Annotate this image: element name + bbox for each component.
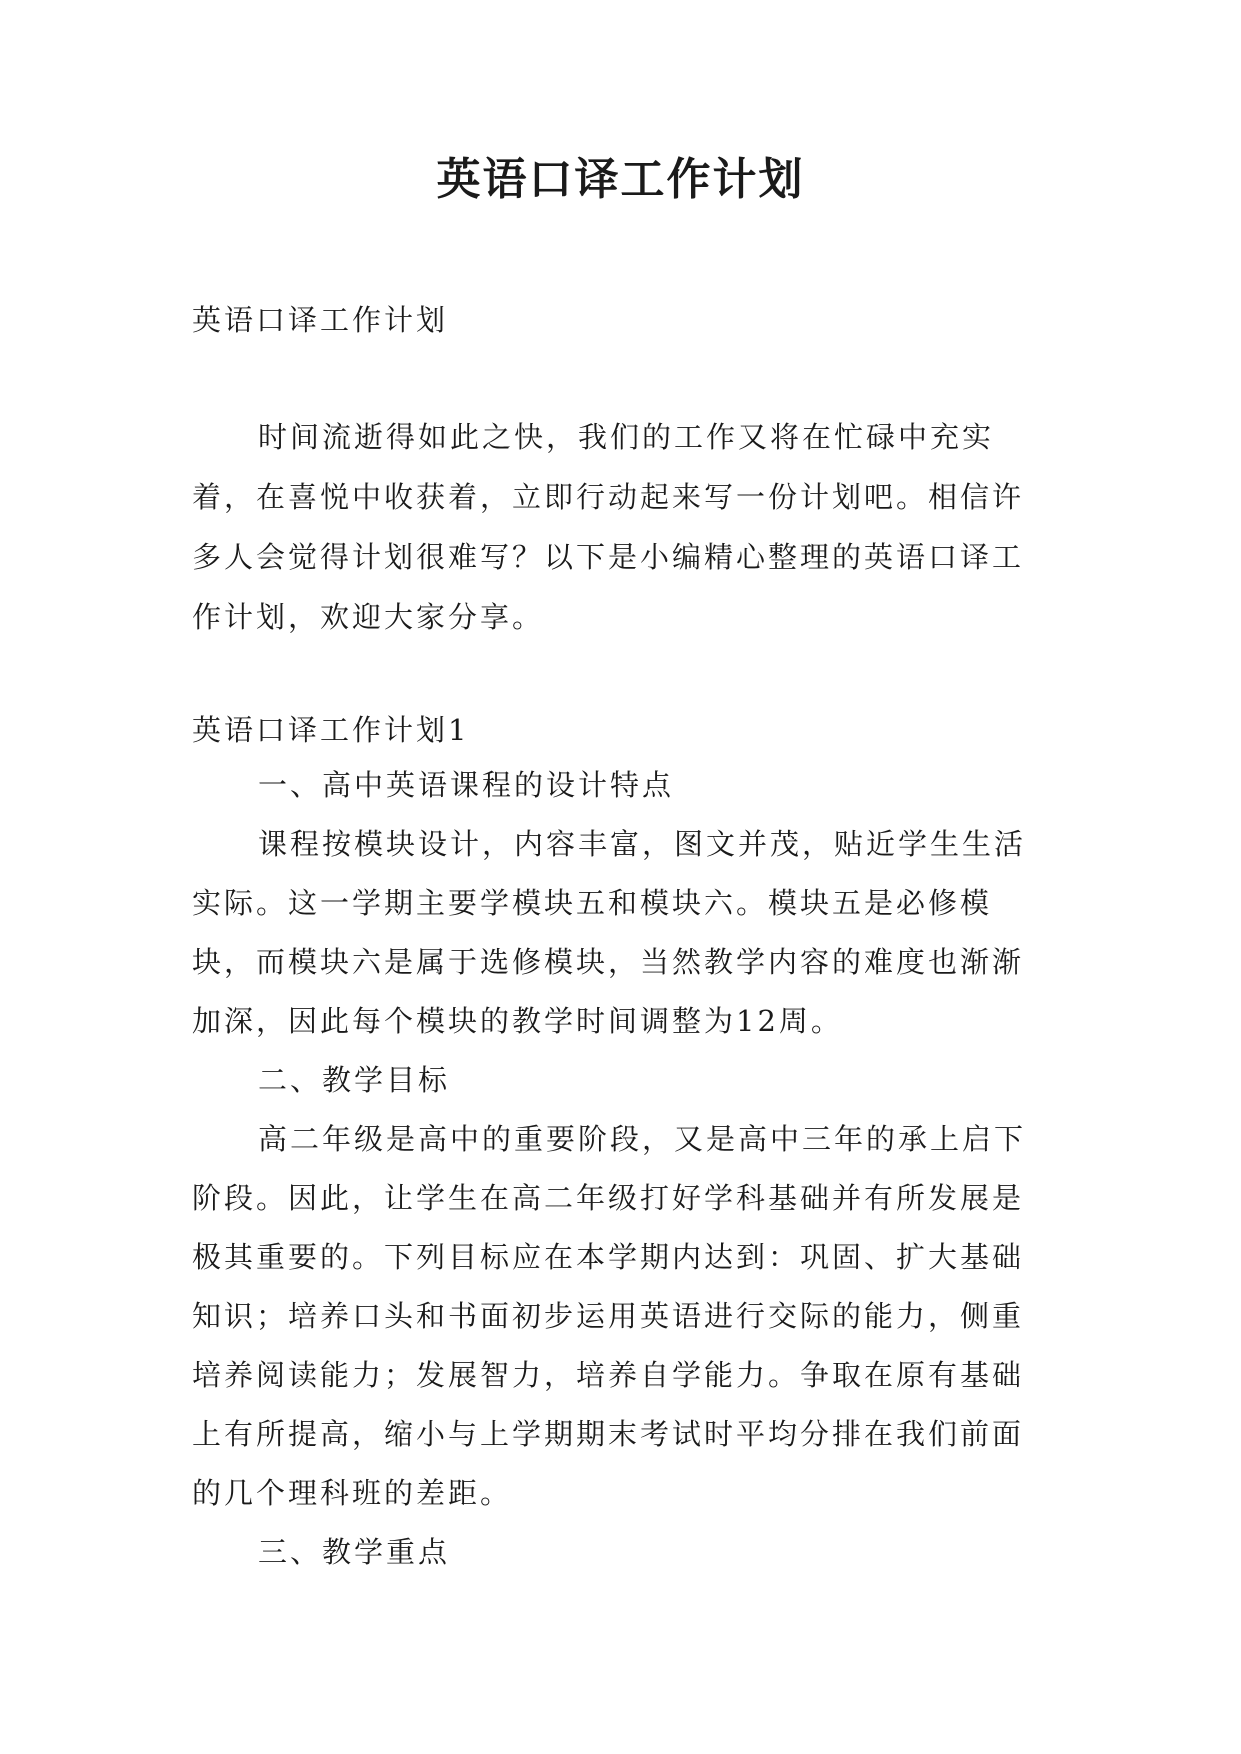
- paragraph-teaching-goals: 高二年级是高中的重要阶段，又是高中三年的承上启下阶段。因此，让学生在高二年级打好学科基础并有所发展是极其重要的。下列目标应在本学期内达到：巩固、扩大基础知识；培养口头和书面初步运用英语进行交际的能力，侧重培养阅读能力；发展智力，培养自学能力。争取在原有基础上有所提高，缩小与上学期期末考试时平均分排在我们前面的几个理科班的差距。: [192, 1122, 1027, 1510]
- section-heading: 英语口译工作计划1: [192, 713, 470, 747]
- heading-course-design: 一、高中英语课程的设计特点: [258, 768, 675, 802]
- section-content: [192, 756, 1052, 1582]
- document-title: 英语口译工作计划: [436, 154, 805, 205]
- document-subtitle: 英语口译工作计划: [192, 303, 449, 337]
- intro-paragraph: 时间流逝得如此之快，我们的工作又将在忙碌中充实着，在喜悦中收获着，立即行动起来写一份计划吧。相信许多人会觉得计划很难写？以下是小编精心整理的英语口译工作计划，欢迎大家分享。: [192, 420, 1025, 634]
- paragraph-course-design: 课程按模块设计，内容丰富，图文并茂，贴近学生生活实际。这一学期主要学模块五和模块六。模块五是必修模块，而模块六是属于选修模块，当然教学内容的难度也渐渐加深，因此每个模块的教学时间调整为12周。: [192, 827, 1027, 1038]
- heading-teaching-focus: 三、教学重点: [258, 1535, 451, 1569]
- heading-teaching-goals: 二、教学目标: [258, 1063, 451, 1097]
